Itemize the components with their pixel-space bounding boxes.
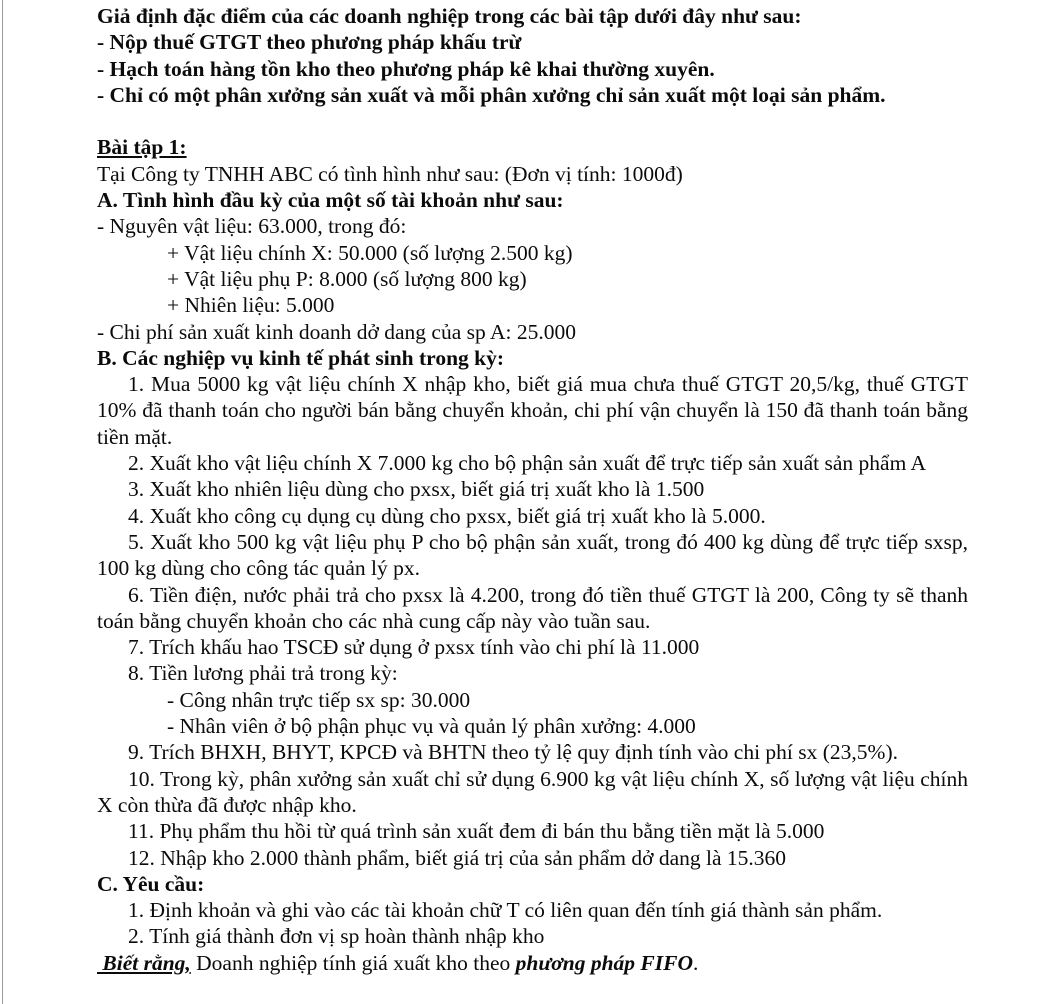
scan-edge-line [2,0,3,1004]
doc-line [97,56,968,82]
doc-text-segment: Giả định đặc điểm của các doanh nghiệp trong các bài tập dưới đây như sau: [97,4,802,28]
doc-line [97,108,968,134]
doc-line [97,371,968,450]
doc-text-segment: - Nhân viên ở bộ phận phục vụ và quản lý phân xưởng: 4.000 [167,714,696,739]
doc-line [97,345,968,371]
doc-text-segment: 4. Xuất kho công cụ dụng cụ dùng cho pxsx, biết giá trị xuất kho là 5.000. [128,503,766,528]
doc-line [97,871,968,897]
doc-line [97,3,968,29]
doc-line [97,660,968,686]
doc-line [97,134,968,160]
doc-text-segment: 6. Tiền điện, nước phải trả cho pxsx là 4.200, trong đó tiền thuế GTGT là 200, Công ty sẽ thanh toán bằng chuyển khoản cho các nhà cung cấp này vào tuần sau. [97,582,968,633]
doc-text-segment: - Công nhân trực tiếp sx sp: 30.000 [167,687,471,712]
doc-text-segment: Tại Công ty TNHH ABC có tình hình như sau: (Đơn vị tính: 1000đ) [97,161,683,186]
doc-text-segment: - Chỉ có một phân xưởng sản xuất và mỗi phân xưởng chỉ sản xuất một loại sản phẩm. [97,82,886,107]
doc-text-segment: 10. Trong kỳ, phân xưởng sản xuất chỉ sử dụng 6.900 kg vật liệu chính X, số lượng vật liệu chính X còn thừa đã được nhập kho. [97,766,968,817]
doc-text-segment: + Vật liệu chính X: 50.000 (số lượng 2.500 kg) [167,240,573,265]
doc-text-segment: 12. Nhập kho 2.000 thành phẩm, biết giá trị của sản phẩm dở dang là 15.360 [128,845,787,870]
doc-text-segment: 2. Xuất kho vật liệu chính X 7.000 kg cho bộ phận sản xuất để trực tiếp sản xuất sản phẩm A [128,451,927,476]
doc-line [97,845,968,871]
doc-text-segment: 8. Tiền lương phải trả trong kỳ: [128,661,398,686]
doc-text-segment: 11. Phụ phẩm thu hồi từ quá trình sản xuất đem đi bán thu bằng tiền mặt là 5.000 [128,819,825,844]
doc-text-segment: 5. Xuất kho 500 kg vật liệu phụ P cho bộ phận sản xuất, trong đó 400 kg dùng để trực tiếp sxsp, 100 kg dùng cho công tác quản lý px. [97,529,968,581]
doc-text-segment: 3. Xuất kho nhiên liệu dùng cho pxsx, biết giá trị xuất kho là 1.500 [128,477,705,502]
doc-line [97,503,968,529]
doc-line [97,739,968,765]
doc-line [97,687,968,713]
doc-text-segment: A. Tình hình đầu kỳ của một số tài khoản như sau: [97,188,564,213]
doc-line [97,476,968,502]
doc-text-segment: - Nộp thuế GTGT theo phương pháp khấu trừ [97,30,522,55]
doc-text-segment: 7. Trích khấu hao TSCĐ sử dụng ở pxsx tính vào chi phí là 11.000 [128,635,700,660]
doc-line [97,713,968,739]
doc-line [97,266,968,292]
doc-text-segment: - Chi phí sản xuất kinh doanh dở dang của sp A: 25.000 [97,319,576,344]
doc-text-segment: Biết rằng, [97,950,191,975]
doc-text-segment: . [693,950,699,975]
doc-line [97,161,968,187]
doc-text-segment: B. Các nghiệp vụ kinh tế phát sinh trong kỳ: [97,345,505,370]
doc-text-segment: - Hạch toán hàng tồn kho theo phương pháp kê khai thường xuyên. [97,56,715,81]
doc-line [97,450,968,476]
doc-line [97,529,968,582]
doc-line [97,240,968,266]
doc-line [97,818,968,844]
doc-line [97,29,968,55]
doc-line [97,766,968,819]
doc-line [97,319,968,345]
doc-text-segment: Doanh nghiệp tính giá xuất kho theo [190,950,516,975]
doc-text-segment: + Vật liệu phụ P: 8.000 (số lượng 800 kg) [167,266,527,291]
doc-line [97,923,968,949]
doc-text-segment: phương pháp FIFO [515,950,693,975]
doc-line [97,292,968,318]
doc-text-segment: 2. Tính giá thành đơn vị sp hoàn thành nhập kho [128,924,545,949]
doc-line [97,634,968,660]
doc-line [97,582,968,635]
doc-text-segment: 1. Định khoản và ghi vào các tài khoản chữ T có liên quan đến tính giá thành sản phẩm. [128,898,883,923]
doc-line [97,187,968,213]
doc-text-segment: 9. Trích BHXH, BHYT, KPCĐ và BHTN theo tỷ lệ quy định tính vào chi phí sx (23,5%). [128,740,898,765]
doc-text-segment: 1. Mua 5000 kg vật liệu chính X nhập kho, biết giá mua chưa thuế GTGT 20,5/kg, thuế GTGT 10% đã thanh toán cho người bán bằng chuyển khoản, chi phí vận chuyển là 150 đã thanh toán bằng tiền mặt. [97,372,968,449]
doc-text-segment: + Nhiên liệu: 5.000 [167,293,335,318]
doc-text-segment: C. Yêu cầu: [97,871,205,896]
doc-line [97,82,968,108]
doc-line [97,213,968,239]
doc-line [97,897,968,923]
doc-text-segment: - Nguyên vật liệu: 63.000, trong đó: [97,214,407,239]
doc-line [97,950,968,976]
doc-text-segment: Bài tập 1: [97,135,187,160]
